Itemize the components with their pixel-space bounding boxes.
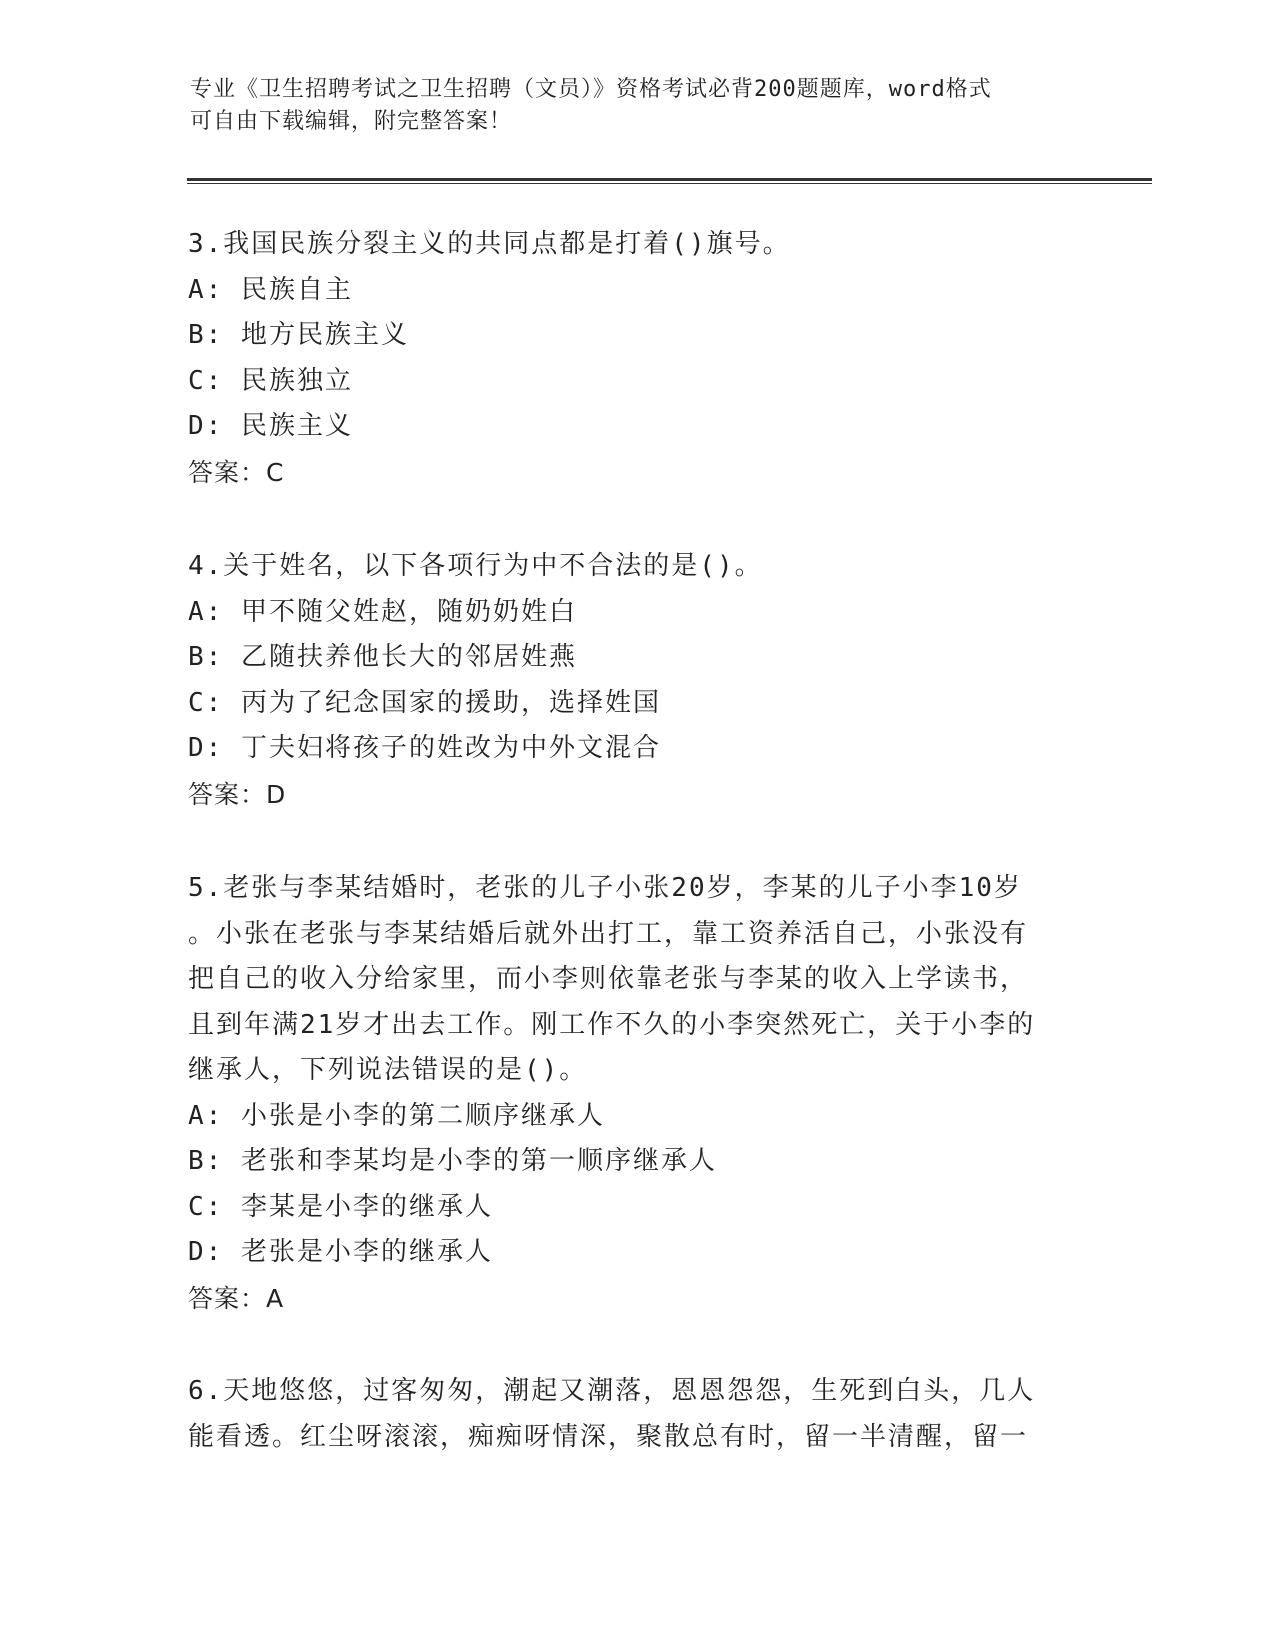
question-stem-line: 5.老张与李某结婚时，老张的儿子小张20岁，李某的儿子小李10岁	[188, 873, 1022, 903]
option-b: B: 乙随扶养他长大的邻居姓燕	[188, 642, 577, 672]
answer-line: 答案：D	[188, 779, 287, 809]
question-6	[188, 1369, 1088, 1460]
question-stem-line: 把自己的收入分给家里，而小李则依靠老张与李某的收入上学读书，	[188, 964, 1029, 994]
option-a: A: 小张是小李的第二顺序继承人	[188, 1100, 605, 1131]
option-b: B: 老张和李某均是小李的第一顺序继承人	[188, 1146, 717, 1176]
header-divider-thick	[187, 178, 1152, 181]
header-line-1: 专业《卫生招聘考试之卫生招聘（文员）》资格考试必背200题题库，word格式	[190, 77, 992, 102]
option-b: B: 地方民族主义	[188, 320, 409, 350]
question-stem: 4.关于姓名，以下各项行为中不合法的是()。	[188, 551, 763, 581]
option-d: D: 民族主义	[188, 411, 353, 441]
document-header	[190, 74, 1090, 138]
option-a: A: 甲不随父姓赵，随奶奶姓白	[188, 596, 577, 627]
question-stem-line: 能看透。红尘呀滚滚，痴痴呀情深，聚散总有时，留一半清醒，留一	[188, 1421, 1029, 1452]
question-stem-line: 6.天地悠悠，过客匆匆，潮起又潮落，恩恩怨怨，生死到白头，几人	[188, 1376, 1036, 1406]
question-stem-line: 。小张在老张与李某结婚后就外出打工，靠工资养活自己，小张没有	[188, 918, 1029, 949]
header-divider-thin	[187, 183, 1152, 184]
option-c: C: 民族独立	[188, 365, 353, 396]
question-5	[188, 866, 1088, 1321]
question-stem: 3.我国民族分裂主义的共同点都是打着()旗号。	[188, 229, 791, 259]
option-a: A: 民族自主	[188, 274, 353, 305]
question-stem-line: 继承人，下列说法错误的是()。	[188, 1055, 588, 1085]
question-3	[188, 222, 1088, 495]
header-line-2: 可自由下载编辑，附完整答案！	[190, 109, 513, 134]
question-4	[188, 544, 1088, 817]
option-c: C: 丙为了纪念国家的援助，选择姓国	[188, 687, 661, 718]
question-stem-line: 且到年满21岁才出去工作。刚工作不久的小李突然死亡，关于小李的	[188, 1009, 1036, 1040]
option-c: C: 李某是小李的继承人	[188, 1191, 493, 1222]
option-d: D: 丁夫妇将孩子的姓改为中外文混合	[188, 733, 661, 763]
answer-line: 答案：A	[188, 1283, 285, 1313]
option-d: D: 老张是小李的继承人	[188, 1237, 493, 1267]
answer-line: 答案：C	[188, 457, 285, 487]
